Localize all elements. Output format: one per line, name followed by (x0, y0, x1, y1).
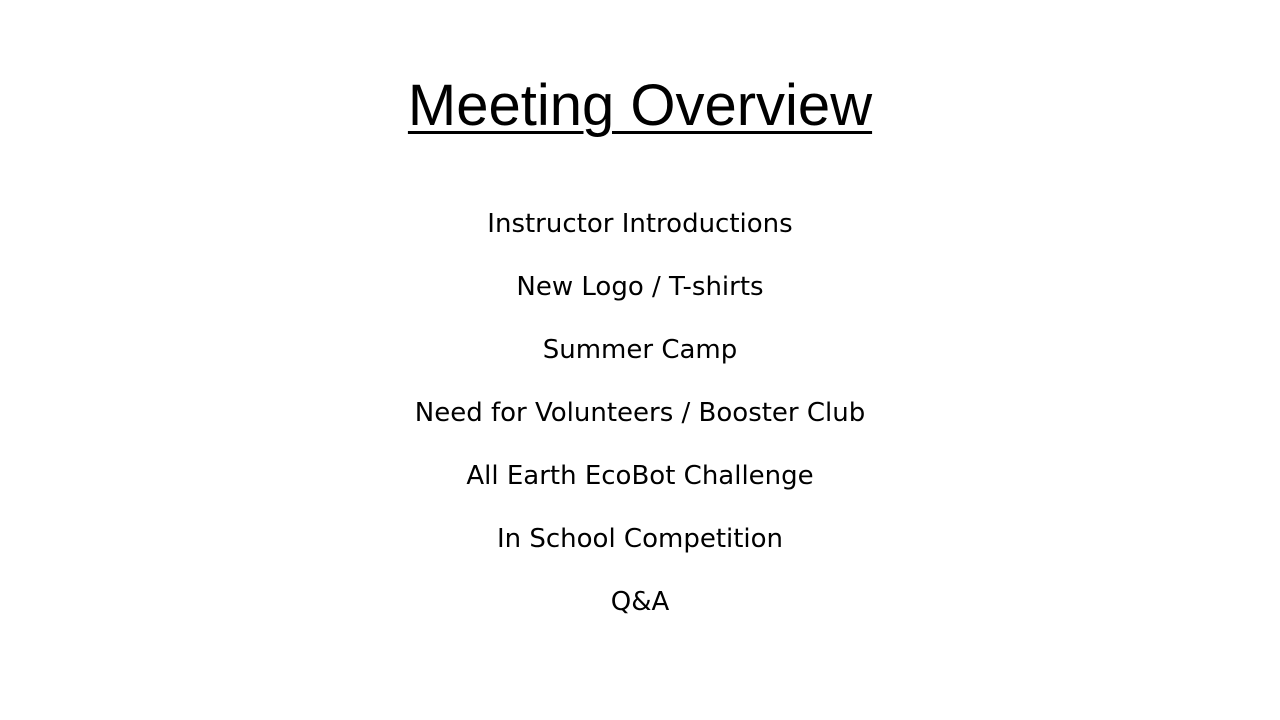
agenda-item-ecobot-challenge: All Earth EcoBot Challenge (466, 461, 814, 491)
slide-title: Meeting Overview (407, 73, 873, 138)
agenda-item-in-school-competition: In School Competition (496, 524, 784, 554)
agenda-item-volunteers-booster-club: Need for Volunteers / Booster Club (414, 398, 866, 428)
agenda-list (0, 196, 1280, 637)
agenda-item-new-logo-tshirts: New Logo / T-shirts (516, 272, 764, 302)
agenda-item-qa: Q&A (610, 587, 670, 617)
agenda-item-summer-camp: Summer Camp (542, 335, 738, 365)
agenda-item-instructor-introductions: Instructor Introductions (487, 209, 793, 239)
